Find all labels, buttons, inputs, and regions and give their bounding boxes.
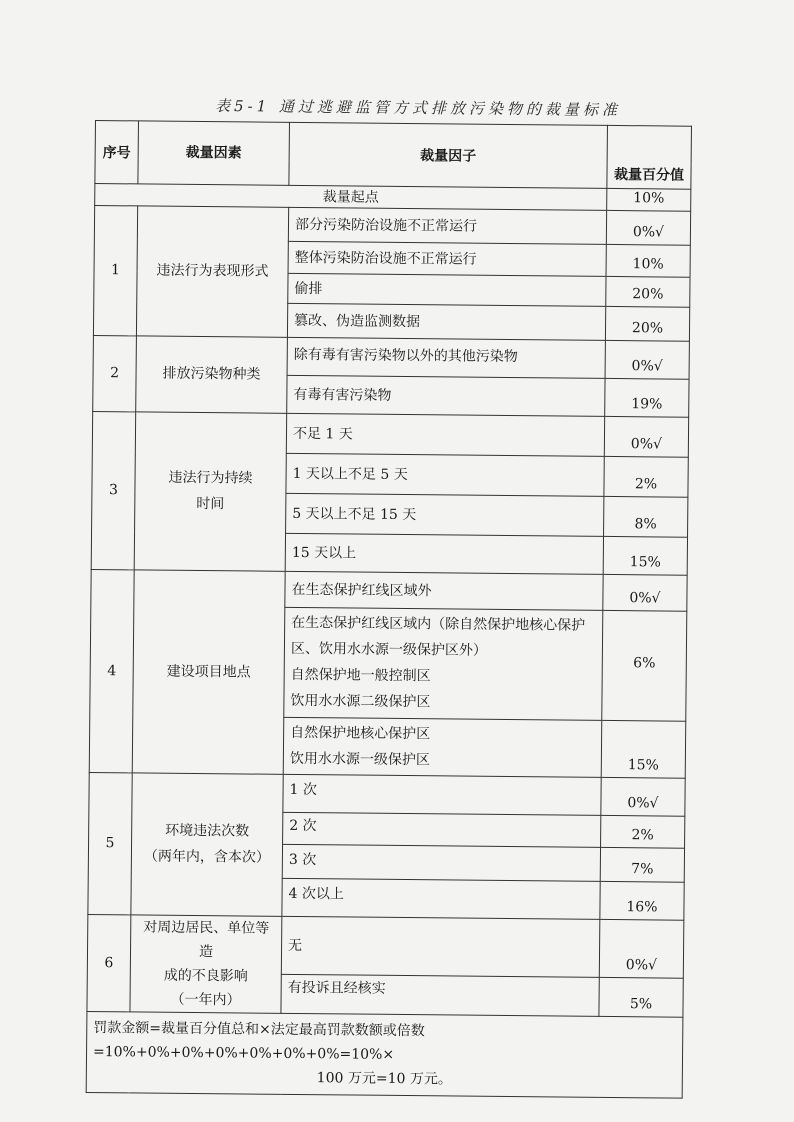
pct-value: 2%	[604, 456, 688, 497]
header-no: 序号	[95, 121, 139, 184]
item-text	[284, 607, 603, 720]
item-text: 2 次	[283, 812, 601, 847]
table-caption: 表5-1 通过逃避监管方式排放污染物的裁量标准	[214, 96, 622, 120]
footer-row	[86, 1011, 683, 1098]
group-no: 4	[89, 569, 134, 772]
group-factor	[134, 411, 287, 570]
item-text: 有毒有害污染物	[287, 375, 605, 416]
pct-value: 19%	[605, 378, 689, 417]
item-line: 自然保护地核心保护区	[290, 724, 431, 742]
item-text: 在生态保护红线区域外	[285, 571, 603, 610]
pct-value: 0%√	[604, 416, 688, 457]
item-line: 饮用水水源二级保护区	[290, 692, 431, 711]
item-line: 区、饮用水水源一级保护区外）	[290, 640, 487, 659]
header-pct: 裁量百分值	[607, 163, 691, 188]
item-text: 1 次	[283, 774, 601, 815]
factor-line: 违法行为持续	[168, 469, 253, 487]
item-text: 4 次以上	[282, 878, 600, 919]
header-item: 裁量因子	[289, 122, 608, 188]
pct-value: 15%	[603, 536, 687, 575]
group-factor	[130, 914, 282, 1012]
item-text	[283, 717, 602, 777]
item-text: 有投诉且经核实	[281, 974, 599, 1015]
item-text: 5 天以上不足 15 天	[286, 493, 604, 536]
item-text: 整体污染防治设施不正常运行	[288, 241, 606, 276]
pct-value: 15%	[601, 720, 686, 778]
factor-line: 环境违法次数	[165, 822, 250, 840]
pct-value: 7%	[600, 847, 684, 882]
start-label: 裁量起点	[95, 183, 607, 210]
header-factor: 裁量因素	[138, 121, 290, 185]
start-pct: 10%	[607, 188, 691, 211]
discretion-table	[86, 120, 692, 1098]
item-text: 不足 1 天	[286, 413, 604, 456]
fine-formula-line1: 罚款金额=裁量百分值总和×法定最高罚款数额或倍数=10%+0%+0%+0%+0%+0%+0%=10%×	[92, 1019, 425, 1063]
item-text: 部分污染防治设施不正常运行	[288, 207, 606, 244]
item-text: 无	[281, 916, 600, 978]
group-no: 5	[88, 772, 132, 914]
table-row	[87, 914, 684, 978]
group-no: 2	[93, 335, 137, 411]
factor-line: （两年内，含本次）	[143, 848, 271, 866]
pct-value: 20%	[605, 306, 689, 341]
item-text: 偷排	[288, 273, 606, 306]
group-no: 6	[87, 914, 131, 1011]
pct-value: 6%	[602, 610, 687, 721]
fine-formula-line2: 100 万元=10 万元。	[316, 1069, 452, 1087]
group-factor	[131, 772, 283, 915]
group-factor: 排放污染物种类	[136, 335, 288, 412]
table-row	[91, 569, 687, 611]
group-factor: 违法行为表现形式	[136, 205, 288, 336]
pct-value: 0%√	[601, 777, 685, 816]
factor-line: 时间	[196, 495, 225, 513]
pct-value: 8%	[604, 496, 688, 537]
pct-value: 0%√	[599, 919, 684, 978]
item-text: 篡改、伪造监测数据	[287, 303, 605, 340]
header-pct-top	[607, 125, 691, 164]
discretion-table-wrapper	[86, 120, 692, 1098]
item-text: 3 次	[282, 844, 600, 881]
pct-value: 2%	[601, 815, 685, 848]
item-text: 15 天以上	[285, 533, 603, 574]
group-factor: 建设项目地点	[132, 569, 285, 773]
item-line: 在生态保护红线区域内（除自然保护地核心保护	[291, 614, 586, 634]
item-line: 自然保护地一般控制区	[290, 666, 431, 685]
item-text: 除有毒有害污染物以外的其他污染物	[287, 337, 605, 378]
pct-value: 0%√	[605, 340, 689, 379]
pct-value: 0%√	[603, 574, 687, 611]
item-line: 饮用水水源一级保护区	[289, 750, 430, 768]
table-row	[89, 772, 685, 816]
table-row	[93, 335, 689, 379]
pct-value: 16%	[600, 881, 684, 920]
factor-line: 成的不良影响	[163, 967, 248, 985]
header-row	[95, 121, 691, 165]
pct-value: 5%	[599, 978, 683, 1017]
item-text: 1 天以上不足 5 天	[286, 453, 604, 496]
table-row	[94, 205, 690, 245]
table-row	[92, 411, 688, 457]
fine-formula	[86, 1011, 683, 1098]
pct-value: 0%√	[606, 210, 690, 245]
group-no: 3	[91, 411, 136, 569]
pct-value: 20%	[606, 276, 690, 307]
factor-line: （一年内）	[170, 991, 241, 1008]
factor-line: 对周边居民、单位等造	[143, 919, 270, 960]
pct-value: 10%	[606, 244, 690, 277]
group-no: 1	[93, 205, 137, 335]
